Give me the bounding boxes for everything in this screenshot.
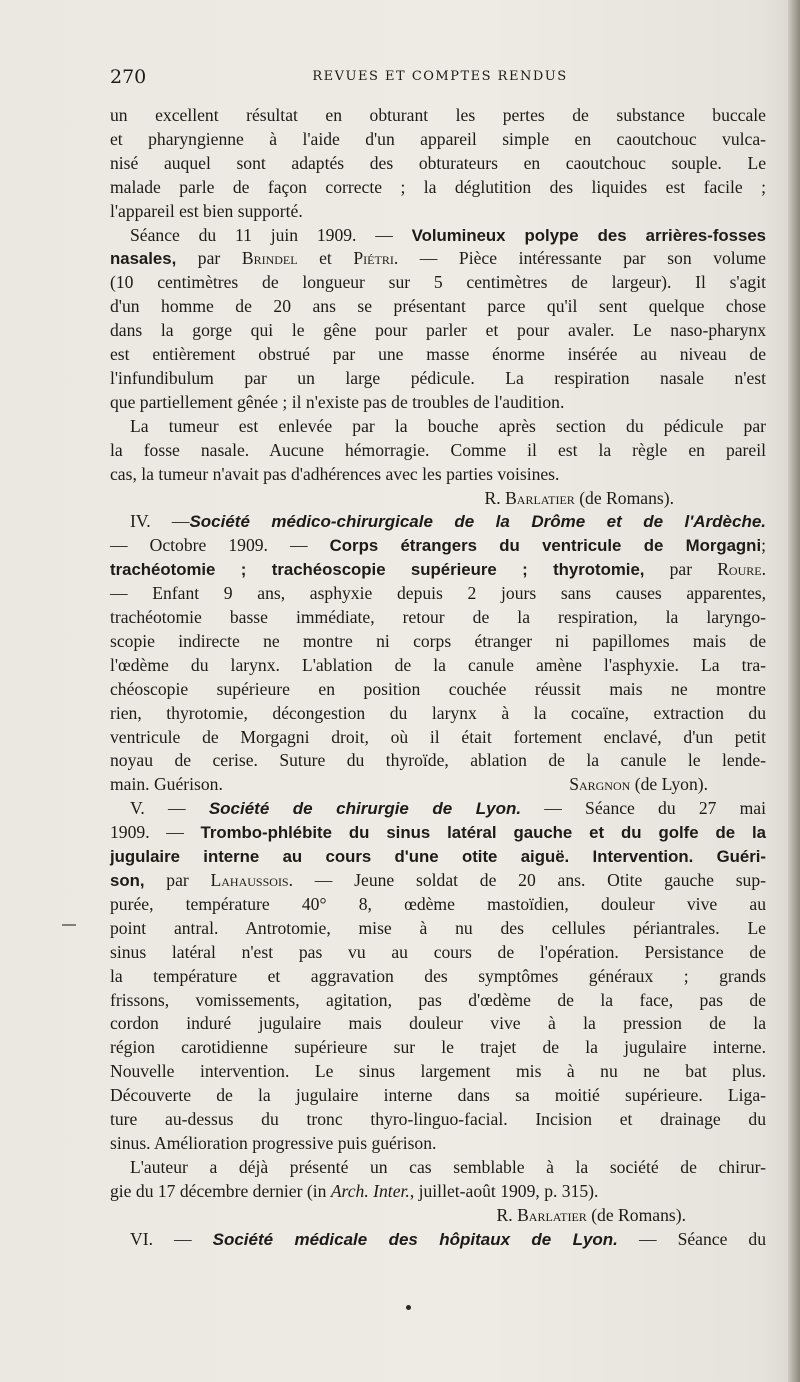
text-line: un excellent résultat en obturant les pertes de substance buccale	[110, 105, 766, 125]
author-name: Roure	[717, 559, 762, 580]
text-line: sinus latéral n'est pas vu au cours de l'opération. Persistance de	[110, 941, 766, 962]
text-line: main. Guérison. Sargnon (de Lyon).	[110, 774, 708, 795]
author-name: Barlatier	[517, 1204, 587, 1225]
text-line: nasales, par Brindel et Piétri. — Pièce intéressante par son volume	[110, 248, 766, 269]
text-line: ture au-dessus du tronc thyro-linguo-facial. Incision et drainage du	[110, 1109, 766, 1130]
text-line: la température et aggravation des symptômes généraux ; grands	[110, 965, 766, 986]
text-line: V. — Société de chirurgie de Lyon. — Séance du 27 mai	[130, 798, 766, 819]
article-title: Volumineux polype des arrières-fosses	[411, 225, 766, 245]
ink-dot	[406, 1305, 411, 1310]
author-name: Barlatier	[505, 487, 575, 508]
society-name: Société de chirurgie de Lyon.	[208, 799, 522, 819]
text-line: sinus. Amélioration progressive puis guérison.	[110, 1132, 437, 1153]
article-title: Corps étrangers du ventricule de Morgagni	[329, 536, 762, 556]
text-line: (10 centimètres de longueur sur 5 centimètres de largeur). Il s'agit	[110, 272, 766, 293]
text-line: Séance du 11 juin 1909. — Volumineux polype des arrières-fosses	[130, 224, 766, 245]
text-line: trachéotomie basse immédiate, retour de la respiration, la laryngo-	[110, 607, 766, 628]
body-text	[110, 104, 766, 1252]
text-line: cordon induré jugulaire mais douleur vive à la pression de la	[110, 1013, 766, 1034]
text-line: son, par Lahaussois. — Jeune soldat de 20 ans. Otite gauche sup-	[110, 870, 766, 890]
article-title: trachéotomie ; trachéoscopie supérieure ; thyrotomie,	[110, 560, 645, 580]
text-line: Découverte de la jugulaire interne dans sa moitié supérieure. Liga-	[110, 1085, 766, 1106]
text-line: chéoscopie supérieure en position couchée réussit mais ne montre	[110, 678, 766, 699]
text-line: 1909. — Trombo-phlébite du sinus latéral gauche et du golfe de la	[110, 822, 766, 843]
text-line: purée, température 40° 8, œdème mastoïdien, douleur vive au	[110, 893, 766, 914]
text-line: l'appareil est bien supporté.	[110, 200, 303, 221]
text-line: — Octobre 1909. — Corps étrangers du ventricule de Morgagni;	[110, 535, 766, 556]
author-name: Sargnon	[569, 774, 631, 795]
journal-title: Arch. Inter.	[330, 1180, 410, 1201]
text-line: ventricule de Morgagni droit, où il était fortement enclavé, d'un petit	[110, 726, 766, 747]
text-line: rien, thyrotomie, décongestion du larynx à la cocaïne, extraction du	[110, 702, 766, 723]
text-line: La tumeur est enlevée par la bouche après section du pédicule par	[130, 415, 766, 436]
text-line: cas, la tumeur n'avait pas d'adhérences avec les parties voisines.	[110, 463, 560, 484]
text-line: scopie indirecte ne montre ni corps étranger ni papillomes mais de	[110, 630, 766, 651]
text-line: la fosse nasale. Aucune hémorragie. Comme il est la règle en pareil	[110, 439, 766, 460]
page-edge-shadow	[788, 0, 800, 1382]
text-line: frissons, vomissements, agitation, pas d'œdème de la face, pas de	[110, 989, 766, 1010]
author-name: Lahaussois	[210, 870, 289, 890]
page-number: 270	[110, 66, 147, 88]
text-line: l'infundibulum par un large pédicule. La respiration nasale n'est	[110, 367, 766, 388]
text-line: que partiellement gênée ; il n'existe pas de troubles de l'audition.	[110, 391, 565, 412]
text-line: d'un homme de 20 ans se présentant parce qu'il sent quelque chose	[110, 296, 766, 317]
text-line: IV. —Société médico-chirurgicale de la Drôme et de l'Ardèche.	[130, 511, 767, 532]
text-line	[110, 845, 766, 869]
text-line: région carotidienne supérieure sur le trajet de la jugulaire interne.	[110, 1037, 766, 1058]
text-line: malade parle de façon correcte ; la déglutition des liquides est facile ;	[110, 176, 766, 197]
text-line: et pharyngienne à l'aide d'un appareil simple en caoutchouc vulca-	[110, 128, 766, 149]
signature-line: R. Barlatier (de Romans).	[496, 1204, 686, 1225]
page-header	[110, 66, 770, 90]
signature-line: R. Barlatier (de Romans).	[484, 487, 674, 508]
text-line: l'œdème du larynx. L'ablation de la canule amène l'asphyxie. La tra-	[110, 654, 766, 675]
text-line: — Enfant 9 ans, asphyxie depuis 2 jours sans causes apparentes,	[110, 583, 766, 604]
text-line: point antral. Antrotomie, mise à nu des cellules périantrales. Le	[110, 917, 766, 938]
article-title: jugulaire interne au cours d'une otite aiguë. Intervention. Guéri-	[110, 847, 766, 867]
text-line: est entièrement obstrué par une masse énorme insérée au niveau de	[110, 344, 766, 365]
text-line: trachéotomie ; trachéoscopie supérieure ; thyrotomie, par Roure.	[110, 559, 766, 580]
article-title: Trombo-phlébite du sinus latéral gauche et du golfe de la	[200, 823, 766, 843]
margin-mark	[62, 924, 76, 926]
text-line: Nouvelle intervention. Le sinus largement mis à nu ne bat plus.	[110, 1061, 766, 1082]
society-name: Société médicale des hôpitaux de Lyon.	[212, 1229, 618, 1249]
text-line: dans la gorge qui le gêne pour parler et pour avaler. Le naso-pharynx	[110, 320, 766, 341]
text-line: VI. — Société médicale des hôpitaux de Lyon. — Séance du	[130, 1228, 767, 1249]
society-name: Société médico-chirurgicale de la Drôme et de l'Ardèche.	[189, 512, 767, 532]
text-line: nisé auquel sont adaptés des obturateurs en caoutchouc souple. Le	[110, 152, 766, 173]
text-line: noyau de cerise. Suture du thyroïde, ablation de la canule le lende-	[110, 750, 766, 771]
text-line: L'auteur a déjà présenté un cas semblable à la société de chirur-	[130, 1156, 766, 1177]
text-line: gie du 17 décembre dernier (in Arch. Inter., juillet-août 1909, p. 315).	[110, 1180, 599, 1201]
author-name: Brindel	[241, 248, 298, 269]
running-title: REVUES ET COMPTES RENDUS	[312, 69, 568, 84]
author-name: Piétri	[353, 248, 394, 269]
